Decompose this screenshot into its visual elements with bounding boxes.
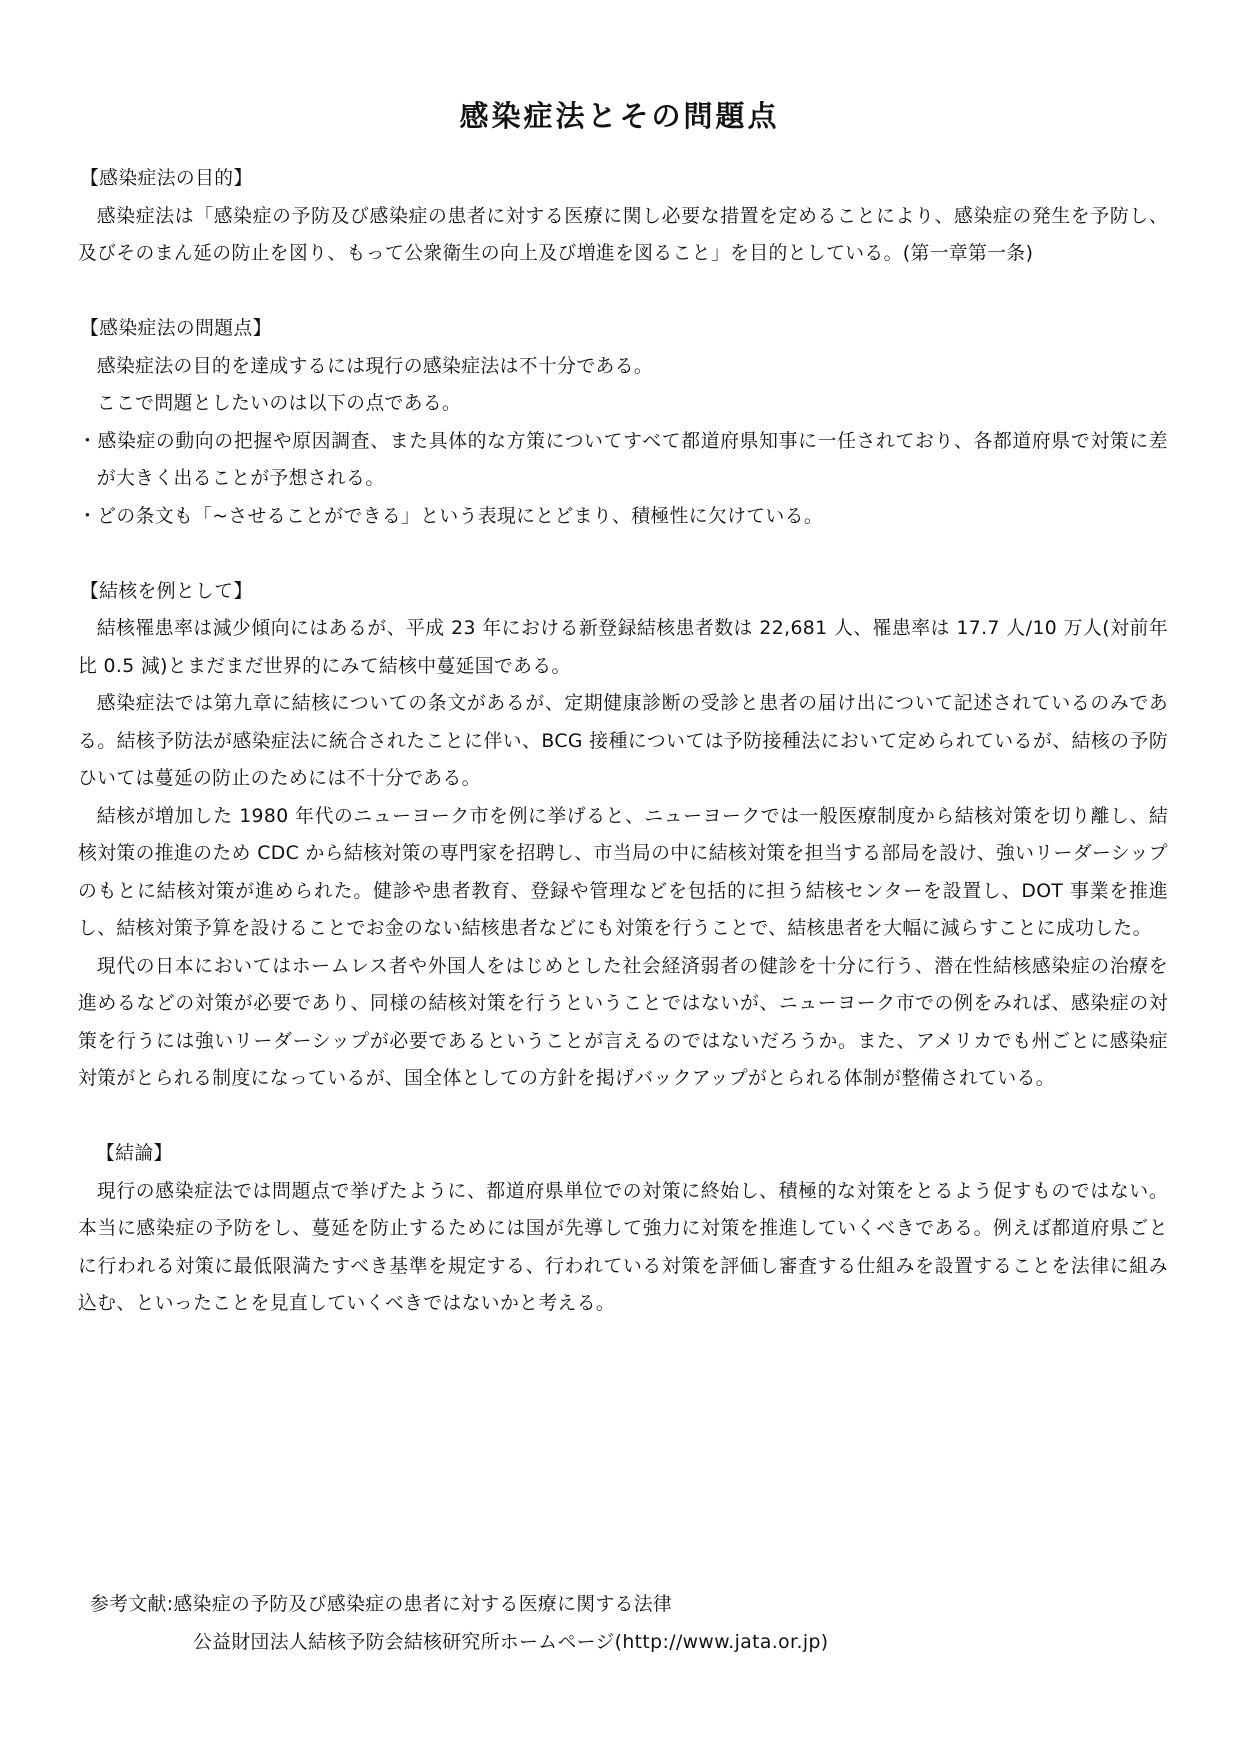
section-purpose <box>78 160 1168 273</box>
bullet-item: ・感染症の動向の把握や原因調査、また具体的な方策についてすべて都道府県知事に一任されており、各都道府県で対策に差が大きく出ることが予想される。 <box>78 430 1168 489</box>
references <box>90 1586 829 1662</box>
section-spacer <box>78 273 1168 311</box>
reference-item: 公益財団法人結核予防会結核研究所ホームページ(http://www.jata.or.jp) <box>193 1632 829 1653</box>
section-conclusion <box>78 1135 1168 1323</box>
section-spacer <box>78 535 1168 573</box>
section-problems <box>78 310 1168 535</box>
section-heading-tuberculosis: 【結核を例として】 <box>80 580 253 602</box>
paragraph: 感染症法では第九章に結核についての条文があるが、定期健康診断の受診と患者の届け出について記述されているのみである。結核予防法が感染症法に統合されたことに伴い、BCG 接種については予防接種法において定められているが、結核の予防ひいては蔓延の防止のためには不十分である。 <box>78 693 1168 789</box>
bullet-item: ・どの条文も「~させることができる」という表現にとどまり、積極性に欠けている。 <box>78 505 824 527</box>
reference-item: 感染症の予防及び感染症の患者に対する医療に関する法律 <box>173 1594 673 1615</box>
section-heading-purpose: 【感染症法の目的】 <box>80 168 253 189</box>
document-body <box>78 160 1168 1323</box>
paragraph: 現行の感染症法では問題点で挙げたように、都道府県単位での対策に終始し、積極的な対策をとるよう促すものではない。本当に感染症の予防をし、蔓延を防止するためには国が先導して強力に対策を推進していくべきである。例えば都道府県ごとに行われる対策に最低限満たすべき基準を規定する、行われている対策を評価し審査する仕組みを設置することを法律に組み込む、といったことを見直していくべきではないかと考える。 <box>78 1180 1168 1314</box>
paragraph: 結核が増加した 1980 年代のニューヨーク市を例に挙げると、ニューヨークでは一般医療制度から結核対策を切り離し、結核対策の推進のため CDC から結核対策の専門家を招聘し、市当局の中に結核対策を担当する部局を設け、強いリーダーシップのもとに結核対策が進められた。健診や患者教育、登録や管理などを包括的に担う結核センターを設置し、DOT 事業を推進し、結核対策予算を設けることでお金のない結核患者などにも対策を行うことで、結核患者を大幅に減らすことに成功した。 <box>78 805 1168 939</box>
paragraph: 現代の日本においてはホームレス者や外国人をはじめとした社会経済弱者の健診を十分に行う、潜在性結核感染症の治療を進めるなどの対策が必要であり、同様の結核対策を行うということではないが、ニューヨーク市での例をみれば、感染症の対策を行うには強いリーダーシップが必要であるということが言えるのではないだろうか。また、アメリカでも州ごとに感染症対策がとられる制度になっているが、国全体としての方針を掲げバックアップがとられる体制が整備されている。 <box>78 955 1168 1089</box>
section-heading-problems: 【感染症法の問題点】 <box>80 318 272 339</box>
paragraph: 結核罹患率は減少傾向にはあるが、平成 23 年における新登録結核患者数は 22,681 人、罹患率は 17.7 人/10 万人(対前年比 0.5 減)とまだまだ世界的にみて結核中蔓延国である。 <box>78 618 1168 677</box>
reference-line <box>90 1624 829 1662</box>
document-title: 感染症法とその問題点 <box>459 99 780 133</box>
section-heading-conclusion: 【結論】 <box>96 1143 173 1164</box>
section-spacer <box>78 1098 1168 1136</box>
reference-line <box>90 1586 829 1624</box>
references-label: 参考文献: <box>90 1594 174 1615</box>
paragraph: ここで問題としたいのは以下の点である。 <box>96 393 462 414</box>
paragraph: 感染症法は「感染症の予防及び感染症の患者に対する医療に関し必要な措置を定めることにより、感染症の発生を予防し、及びそのまん延の防止を図り、もって公衆衛生の向上及び増進を図ること」を目的としている。(第一章第一条) <box>78 205 1168 264</box>
paragraph: 感染症法の目的を達成するには現行の感染症法は不十分である。 <box>96 355 654 377</box>
section-tuberculosis <box>78 573 1168 1098</box>
